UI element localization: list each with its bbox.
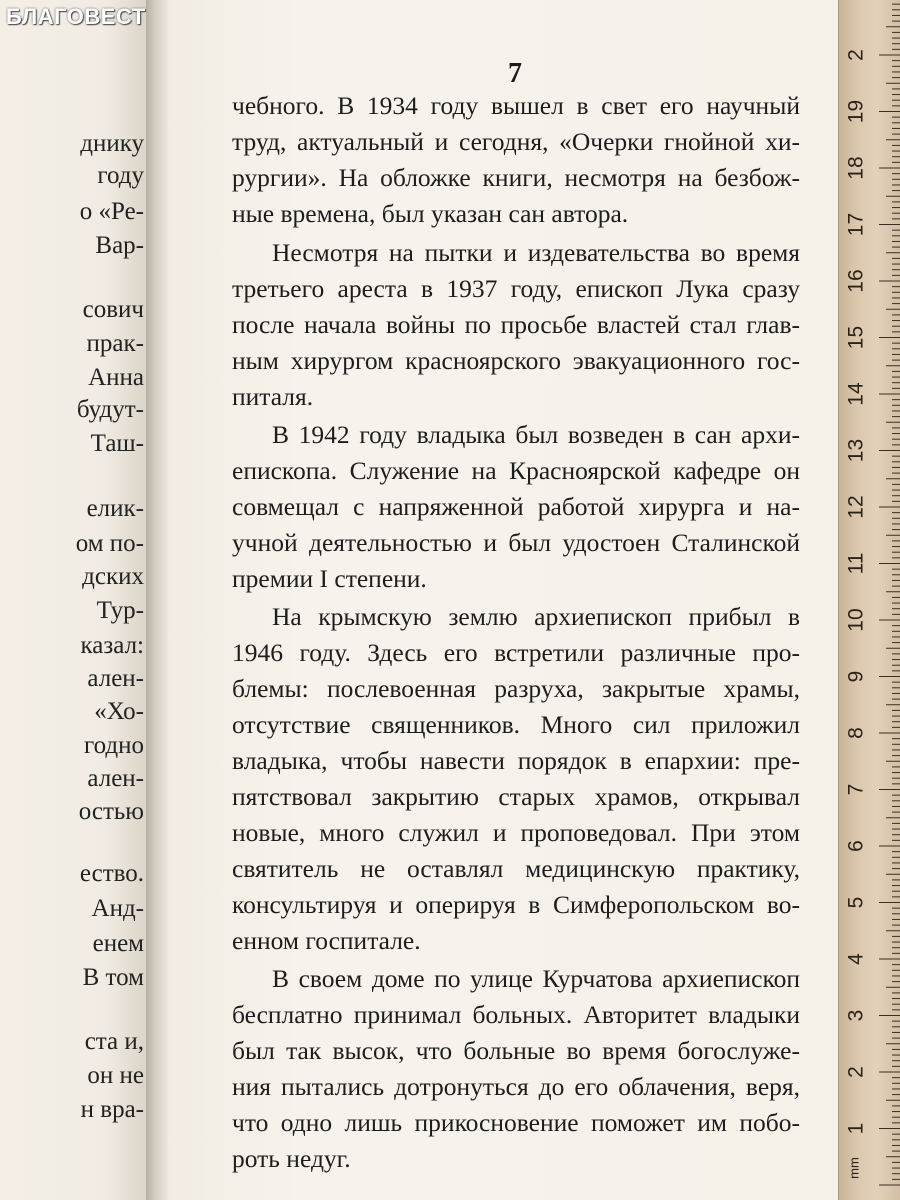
left-page-text-fragment: Таш-: [90, 430, 144, 457]
text-line: чебного. В 1934 году вышел в свет его научный: [232, 91, 800, 120]
ruler-scale: [839, 0, 900, 1200]
ruler-number: 6: [844, 840, 868, 852]
left-page-text-fragment: В том: [82, 964, 144, 991]
ruler-number: 7: [844, 783, 868, 796]
page-number: 7: [508, 58, 522, 89]
text-line: совмещал с напряженной работой хирурга и на-: [232, 492, 800, 521]
left-page-text-fragment: ста и,: [84, 1028, 144, 1055]
left-page-text-fragment: Анна: [88, 364, 144, 391]
ruler-number: 11: [844, 552, 868, 575]
text-line: пятствовал закрытию старых храмов, открывал: [232, 782, 800, 811]
ruler-number: 5: [844, 896, 868, 909]
text-line: святитель не оставлял медицинскую практику,: [232, 854, 800, 883]
text-line: премии I степени.: [232, 564, 427, 593]
left-page-text-fragment: казал:: [80, 632, 144, 659]
text-line: учной деятельностью и был удостоен Сталинской: [232, 528, 800, 557]
ruler-number: 9: [844, 670, 868, 683]
watermark-logo: БЛАГОВЕСТ: [6, 4, 146, 29]
left-page-text-fragment: Анд-: [91, 895, 144, 922]
ruler-number: 18: [844, 156, 868, 180]
ruler-number: 14: [844, 382, 868, 406]
left-page-text-fragment: Тур-: [96, 597, 144, 624]
text-line: труд, актуальный и сегодня, «Очерки гнойной хи-: [232, 127, 800, 156]
text-line: роть недуг.: [232, 1144, 351, 1173]
left-page-text-fragment: ален-: [87, 765, 144, 792]
left-page-text-fragment: енем: [92, 930, 144, 957]
ruler-number: 13: [844, 438, 868, 463]
left-page-text-fragment: сович: [82, 296, 144, 323]
left-page-text-fragment: остью: [78, 798, 144, 825]
left-page-text-fragment: годно: [83, 732, 144, 759]
left-page-text-fragment: н вра-: [80, 1096, 144, 1123]
ruler-unit-label: mm: [846, 1157, 862, 1179]
left-page-text-fragment: он не: [87, 1062, 144, 1089]
ruler-number: 19: [844, 99, 868, 124]
left-page-text-fragment: о «Ре-: [79, 198, 144, 225]
text-line: 1946 году. Здесь его встретили различные про-: [232, 638, 800, 667]
ruler-number: 2: [844, 49, 868, 61]
text-line: бесплатно принимал больных. Авторитет владыки: [232, 1000, 800, 1029]
text-line: питаля.: [232, 382, 314, 411]
left-page-text-fragment: дских: [82, 563, 144, 590]
ruler-number: 17: [844, 212, 868, 237]
left-page-text-fragment: будут-: [76, 396, 144, 423]
left-page-text-fragment: елик-: [86, 495, 144, 522]
text-line: отсутствие священников. Много сил приложил: [232, 710, 800, 739]
text-line: что одно лишь прикосновение поможет им побо-: [232, 1108, 800, 1137]
text-line: ния пытались дотронуться до его облачения, веря,: [232, 1072, 800, 1101]
left-page-text-fragment: прак-: [86, 330, 144, 357]
text-line: блемы: послевоенная разруха, закрытые храмы,: [232, 674, 800, 703]
text-line: после начала войны по просьбе властей стал глав-: [232, 310, 800, 339]
text-line: На крымскую землю архиепископ прибыл в: [272, 602, 800, 631]
book-page: [168, 0, 840, 1200]
ruler-number: 12: [844, 495, 868, 519]
ruler-number: 16: [844, 269, 868, 293]
text-line: рургии». На обложке книги, несмотря на безбож-: [232, 163, 800, 192]
text-line: ным хирургом красноярского эвакуационного гос-: [232, 346, 800, 375]
text-line: владыка, чтобы навести порядок в епархии: пре-: [232, 746, 800, 775]
text-line: третьего ареста в 1937 году, епископ Лука сразу: [232, 274, 800, 303]
text-line: новые, много служил и проповедовал. При этом: [232, 818, 800, 847]
text-line: консультируя и оперируя в Симферопольском во-: [232, 890, 800, 919]
left-page-text-fragment: году: [97, 162, 144, 189]
text-line: Несмотря на пытки и издевательства во время: [272, 238, 800, 267]
ruler-number: 3: [844, 1009, 868, 1022]
ruler-number: 1: [844, 1122, 868, 1135]
left-page-text-fragment: «Хо-: [94, 698, 144, 725]
ruler-number: 4: [844, 953, 868, 965]
left-page-text-fragment: ален-: [87, 665, 144, 692]
left-page-text-fragment: днику: [80, 130, 144, 157]
text-line: ные времена, был указан сан автора.: [232, 199, 629, 228]
ruler-number: 2: [844, 1066, 868, 1078]
ruler-number: 10: [844, 608, 868, 632]
ruler: [838, 0, 900, 1200]
text-line: В 1942 году владыка был возведен в сан архи-: [272, 420, 800, 449]
left-page-text-fragment: ом по-: [75, 530, 144, 557]
ruler-number: 8: [844, 727, 868, 739]
text-line: был так высок, что больные во время богослуже-: [232, 1036, 800, 1065]
left-page-text-fragment: ество.: [79, 860, 144, 887]
text-line: епископа. Служение на Красноярской кафедре он: [232, 456, 800, 485]
ruler-number: 15: [844, 325, 868, 350]
text-line: В своем доме по улице Курчатова архиепископ: [272, 964, 800, 993]
left-facing-page: [0, 0, 150, 1200]
text-line: енном госпитале.: [232, 926, 421, 955]
left-page-text-fragment: Вар-: [95, 232, 144, 259]
